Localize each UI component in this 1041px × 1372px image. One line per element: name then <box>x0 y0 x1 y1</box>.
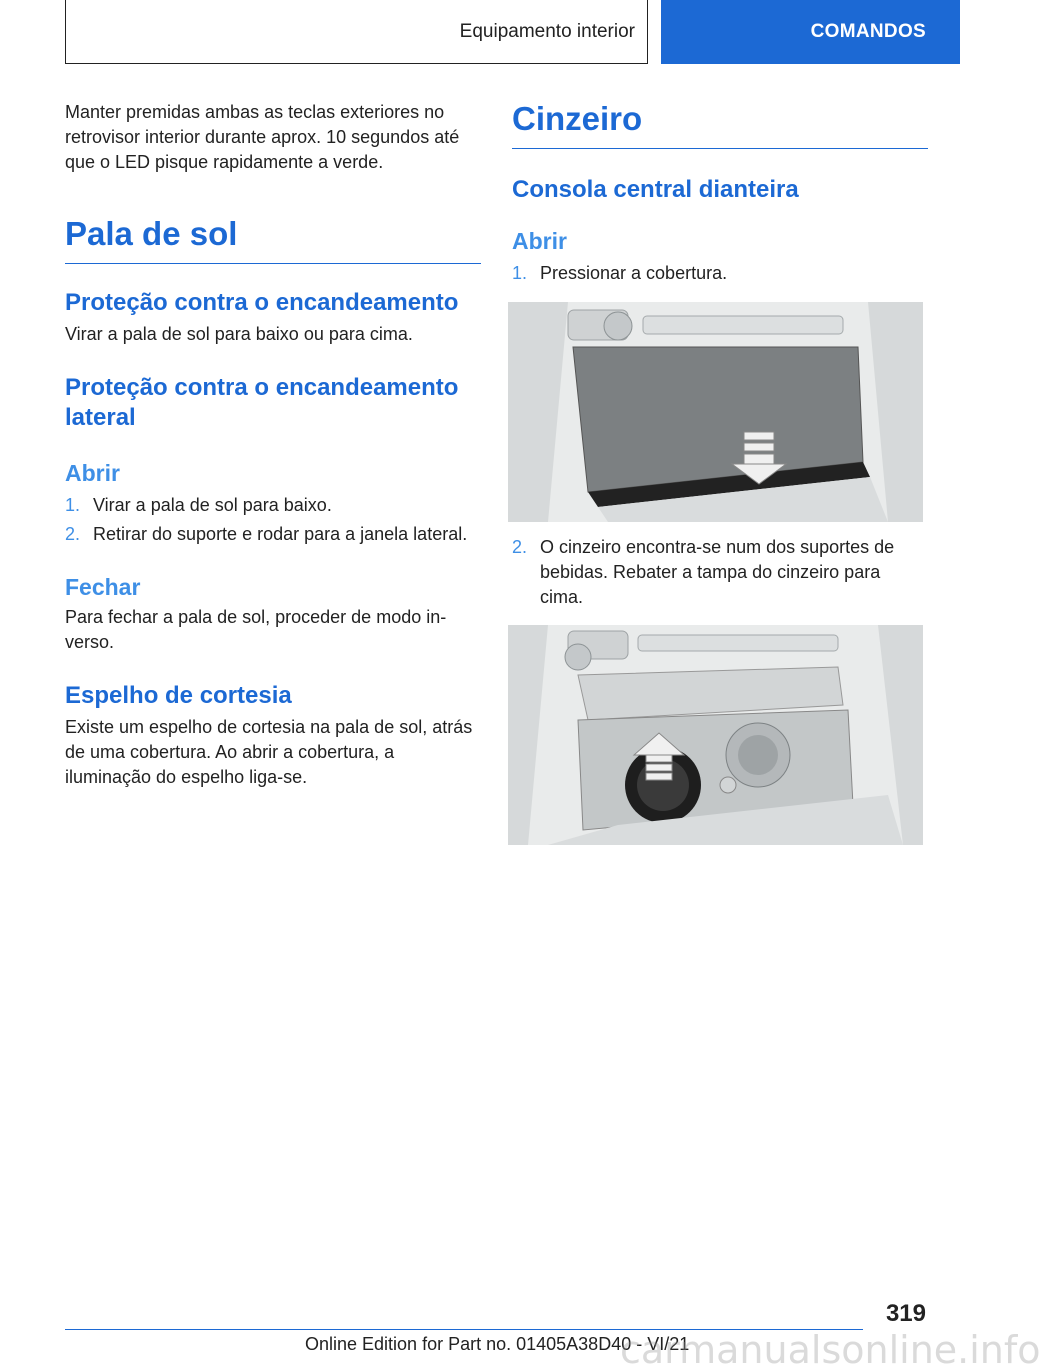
heading-ashtray: Cinzeiro <box>512 100 928 149</box>
step-text: Virar a pala de sol para baixo. <box>93 495 332 515</box>
step-number: 1. <box>512 263 528 283</box>
section-tab <box>661 0 960 64</box>
step-item <box>512 535 928 610</box>
heading-lateral-glare: Proteção contra o encandeamento lateral <box>65 374 459 431</box>
right-column <box>512 100 928 286</box>
heading-open: Abrir <box>65 460 120 486</box>
heading-glare-protection: Proteção contra o encandeamento <box>65 289 459 316</box>
page-number: 319 <box>885 1300 926 1327</box>
step-item <box>65 493 481 518</box>
step-item <box>65 522 481 547</box>
right-column-step2 <box>512 535 928 610</box>
close-paragraph: Para fechar a pala de sol, proceder de modo in-verso. <box>65 607 447 652</box>
step-number: 2. <box>512 537 528 557</box>
step-number: 2. <box>65 524 81 544</box>
step-number: 1. <box>65 495 81 515</box>
intro-paragraph: Manter premidas ambas as teclas exteriores no retrovisor interior durante aprox. 10 segundos até que o LED pisque rapidamente a verde. <box>65 102 460 172</box>
watermark: carmanualsonline.info <box>620 1328 1041 1372</box>
section-title: COMANDOS <box>810 21 926 42</box>
heading-open-ashtray: Abrir <box>512 228 567 254</box>
left-column <box>65 100 481 790</box>
heading-front-console: Consola central dianteira <box>512 176 799 203</box>
figure-press-cover <box>508 302 923 522</box>
figure-open-ashtray <box>508 625 923 845</box>
chapter-title: Equipamento interior <box>459 20 635 42</box>
heading-vanity-mirror: Espelho de cortesia <box>65 682 292 709</box>
step-text: Pressionar a cobertura. <box>540 263 728 283</box>
step-item <box>512 261 928 286</box>
step-text: O cinzeiro encontra-se num dos suportes de bebidas. Rebater a tampa do cinzeiro para cima. <box>540 537 895 607</box>
glare-paragraph: Virar a pala de sol para baixo ou para cima. <box>65 324 413 344</box>
step-text: Retirar do suporte e rodar para a janela lateral. <box>93 524 468 544</box>
mirror-paragraph: Existe um espelho de cortesia na pala de sol, atrás de uma cobertura. Ao abrir a cobertura, a iluminação do espelho liga-se. <box>65 717 473 787</box>
heading-close: Fechar <box>65 574 141 600</box>
console-cover-illustration <box>508 302 923 522</box>
chapter-tab <box>65 0 648 64</box>
ashtray-illustration <box>508 625 923 845</box>
edition-note: Online Edition for Part no. 01405A38D40 - VI/21 <box>305 1334 690 1354</box>
heading-sun-visor: Pala de sol <box>65 215 481 264</box>
